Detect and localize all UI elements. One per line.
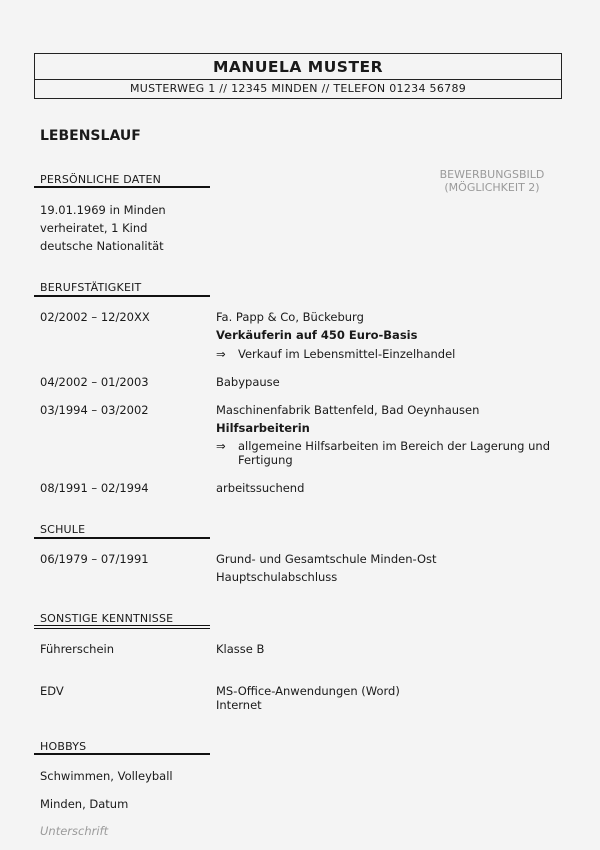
birth-info: 19.01.1969 in Minden bbox=[40, 203, 166, 217]
marital-status: verheiratet, 1 Kind bbox=[40, 221, 148, 235]
nationality: deutsche Nationalität bbox=[40, 239, 164, 253]
section-rule-school bbox=[34, 537, 210, 539]
career-detail-text: allgemeine Hilfsarbeiten im Bereich der Lagerung und bbox=[238, 439, 551, 453]
school-name: Grund- und Gesamtschule Minden-Ost bbox=[216, 552, 437, 566]
career-employer: Babypause bbox=[216, 375, 280, 389]
photo-placeholder bbox=[420, 168, 564, 194]
hobbies-text: Schwimmen, Volleyball bbox=[40, 769, 173, 783]
career-employer: Maschinenfabrik Battenfeld, Bad Oeynhausen bbox=[216, 403, 480, 417]
career-period: 03/1994 – 03/2002 bbox=[40, 403, 149, 417]
arrow-icon: ⇒ bbox=[216, 347, 226, 361]
document-title: LEBENSLAUF bbox=[40, 128, 141, 144]
career-period: 08/1991 – 02/1994 bbox=[40, 481, 149, 495]
career-position: Hilfsarbeiterin bbox=[216, 421, 310, 435]
place-date: Minden, Datum bbox=[40, 797, 129, 811]
contact-line: MUSTERWEG 1 // 12345 MINDEN // TELEFON 01234 56789 bbox=[129, 82, 467, 95]
career-employer: Fa. Papp & Co, Bückeburg bbox=[216, 310, 364, 324]
section-heading-skills: SONSTIGE KENNTNISSE bbox=[40, 612, 174, 625]
career-employer: arbeitssuchend bbox=[216, 481, 305, 495]
skill-value: Internet bbox=[216, 698, 262, 712]
photo-placeholder-line2: (MÖGLICHKEIT 2) bbox=[444, 181, 540, 194]
photo-placeholder-line1: BEWERBUNGSBILD bbox=[439, 168, 545, 181]
career-position: Verkäuferin auf 450 Euro-Basis bbox=[216, 328, 418, 342]
header-box bbox=[34, 53, 562, 99]
applicant-name: MANUELA MUSTER bbox=[35, 54, 561, 80]
skill-value: MS-Office-Anwendungen (Word) bbox=[216, 684, 400, 698]
career-detail-text: Verkauf im Lebensmittel-Einzelhandel bbox=[238, 347, 456, 361]
career-period: 04/2002 – 01/2003 bbox=[40, 375, 149, 389]
skill-label: EDV bbox=[40, 684, 64, 698]
section-rule-personal bbox=[34, 186, 210, 188]
school-degree: Hauptschulabschluss bbox=[216, 570, 338, 584]
section-heading-personal: PERSÖNLICHE DATEN bbox=[40, 173, 162, 186]
section-heading-career: BERUFSTÄTIGKEIT bbox=[40, 281, 142, 294]
signature-label: Unterschrift bbox=[40, 824, 109, 838]
school-period: 06/1979 – 07/1991 bbox=[40, 552, 149, 566]
career-period: 02/2002 – 12/20XX bbox=[40, 310, 150, 324]
skill-label: Führerschein bbox=[40, 642, 115, 656]
section-rule-career bbox=[34, 295, 210, 297]
career-detail-text-cont: Fertigung bbox=[238, 453, 293, 467]
section-heading-hobbies: HOBBYS bbox=[40, 740, 87, 753]
arrow-icon: ⇒ bbox=[216, 439, 226, 453]
section-rule-skills bbox=[34, 625, 210, 629]
section-rule-hobbies bbox=[34, 753, 210, 755]
skill-value: Klasse B bbox=[216, 642, 265, 656]
section-heading-school: SCHULE bbox=[40, 523, 86, 536]
